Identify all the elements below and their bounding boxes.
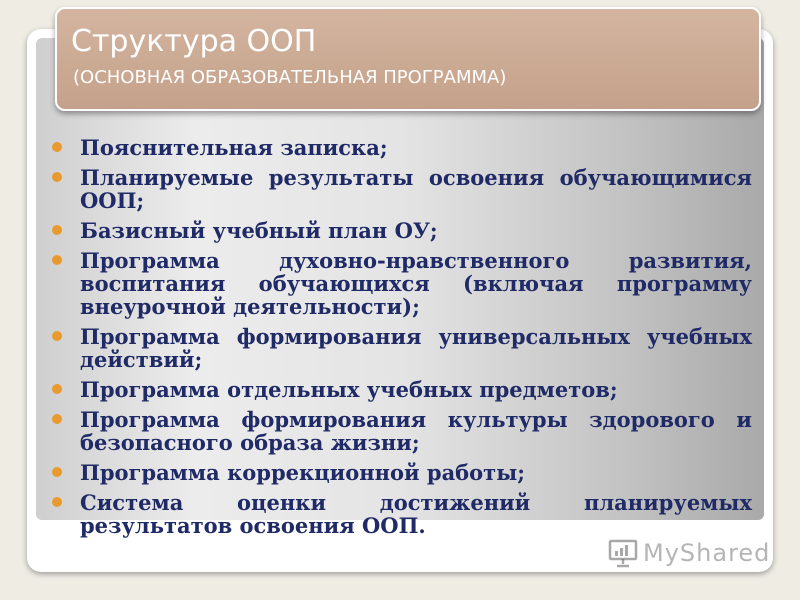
bullet-icon (52, 414, 62, 424)
list-item (50, 166, 752, 212)
slide-subtitle: (ОСНОВНАЯ ОБРАЗОВАТЕЛЬНАЯ ПРОГРАММА) (73, 67, 507, 88)
bullet-icon (52, 255, 62, 265)
bullet-icon (52, 172, 62, 182)
list-item-text: Программа отдельных учебных предметов; (80, 377, 618, 402)
list-item-text: Система оценки достижений планируемых результатов освоения ООП. (80, 490, 752, 538)
list-item (50, 219, 752, 242)
list-item-text: Планируемые результаты освоения обучающимися ООП; (80, 165, 752, 213)
watermark (607, 537, 770, 569)
bullet-list (50, 136, 752, 544)
slide-title: Структура ООП (71, 24, 317, 59)
bullet-icon (52, 467, 62, 477)
list-item (50, 491, 752, 537)
list-item (50, 408, 752, 454)
list-item (50, 325, 752, 371)
bullet-icon (52, 142, 62, 152)
bullet-icon (52, 225, 62, 235)
list-item (50, 249, 752, 318)
title-banner (55, 7, 761, 111)
bullet-icon (52, 384, 62, 394)
list-item-text: Базисный учебный план ОУ; (80, 218, 438, 243)
list-item (50, 461, 752, 484)
chart-presentation-icon (607, 537, 639, 569)
list-item-text: Программа формирования универсальных учебных действий; (80, 324, 752, 372)
list-item-text: Пояснительная записка; (80, 135, 388, 160)
bullet-icon (52, 331, 62, 341)
list-item (50, 136, 752, 159)
list-item-text: Программа коррекционной работы; (80, 460, 525, 485)
list-item (50, 378, 752, 401)
watermark-text: MyShared (643, 539, 771, 567)
bullet-icon (52, 497, 62, 507)
list-item-text: Программа духовно-нравственного развития, воспитания обучающихся (включая программу внеурочной деятельности); (80, 248, 752, 319)
list-item-text: Программа формирования культуры здорового и безопасного образа жизни; (80, 407, 752, 455)
